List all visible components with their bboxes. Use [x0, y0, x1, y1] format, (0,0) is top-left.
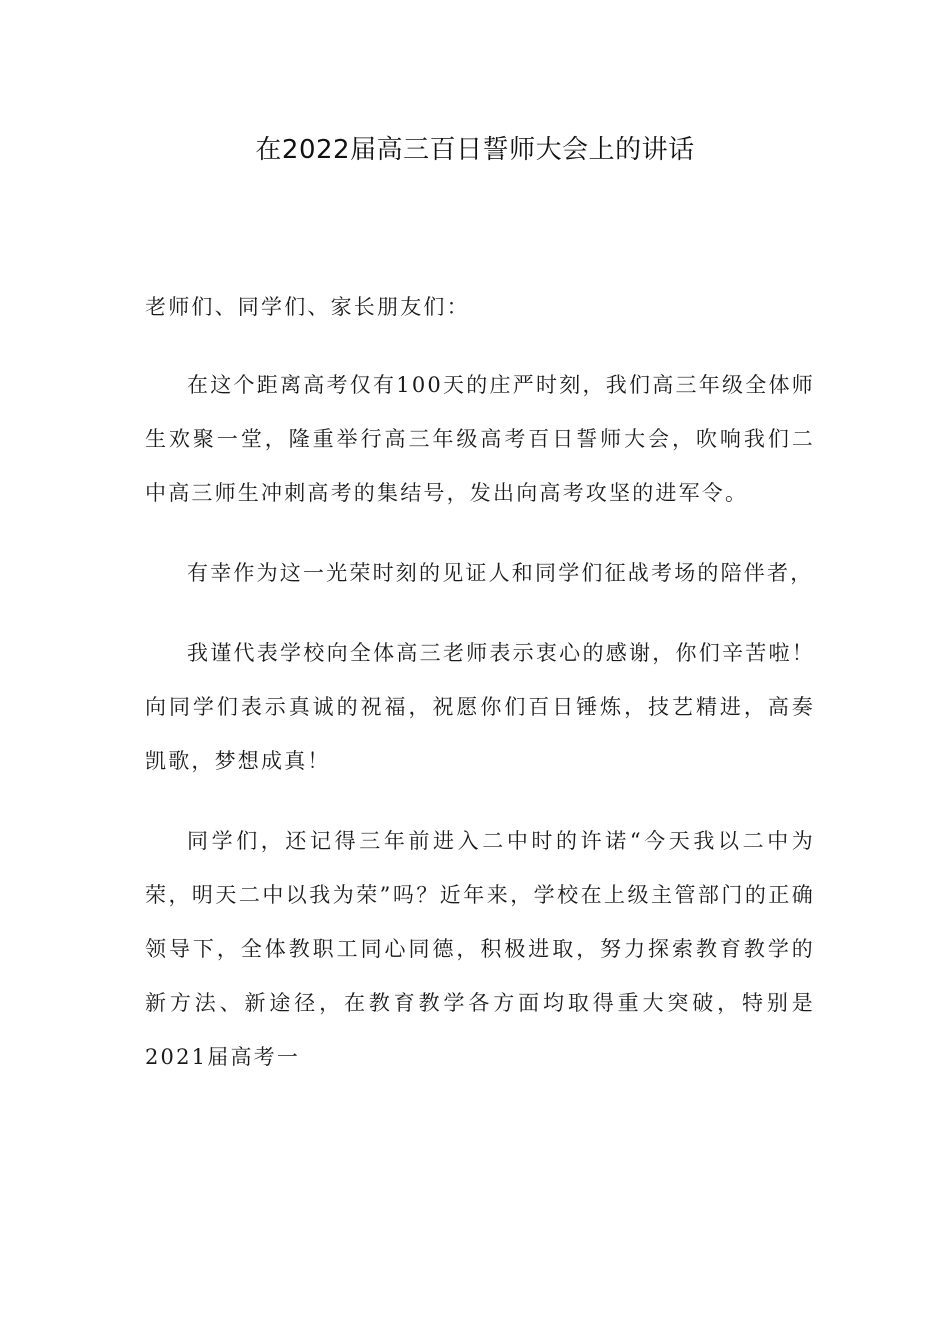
paragraph-3: 我谨代表学校向全体高三老师表示衷心的感谢，你们辛苦啦！向同学们表示真诚的祝福，祝愿你们百日锤炼，技艺精进，高奏凯歌，梦想成真！ — [145, 641, 815, 773]
salutation: 老师们、同学们、家长朋友们： — [145, 295, 470, 319]
document-title: 在2022届高三百日誓师大会上的讲话 — [255, 135, 695, 165]
paragraph-2: 有幸作为这一光荣时刻的见证人和同学们征战考场的陪伴者， — [187, 561, 814, 585]
paragraph-1: 在这个距离高考仅有100天的庄严时刻，我们高三年级全体师生欢聚一堂，隆重举行高三年级高考百日誓师大会，吹响我们二中高三师生冲刺高考的集结号，发出向高考攻坚的进军令。 — [145, 373, 815, 505]
paragraph-4: 同学们，还记得三年前进入二中时的许诺“今天我以二中为荣，明天二中以我为荣”吗？近年来，学校在上级主管部门的正确领导下，全体教职工同心同德，积极进取，努力探索教育教学的新方法、新途径，在教育教学各方面均取得重大突破，特别是2021届高考一 — [145, 829, 815, 1069]
document-body — [145, 280, 815, 1110]
